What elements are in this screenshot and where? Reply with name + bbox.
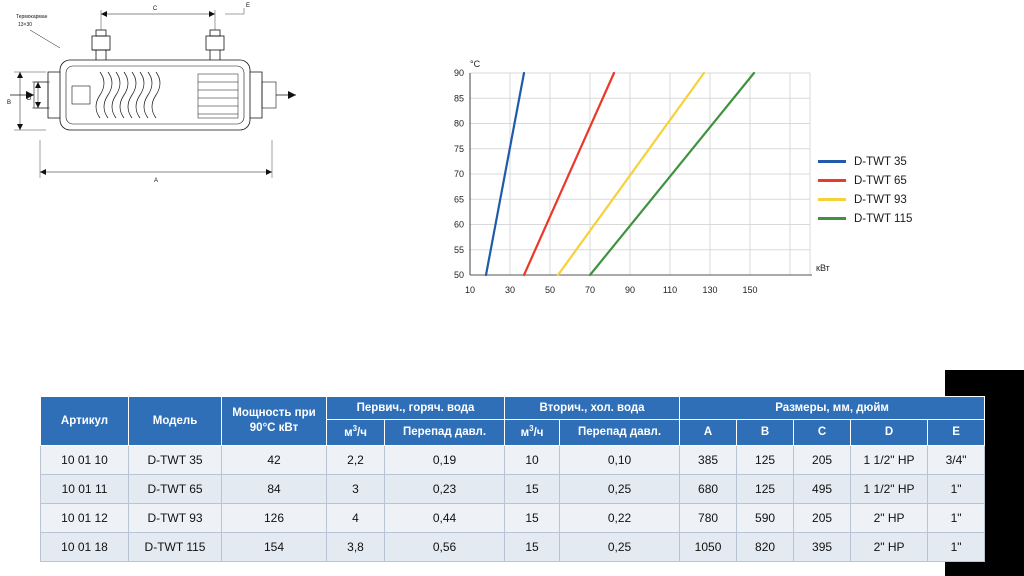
- th-dim-e: E: [928, 420, 985, 445]
- svg-text:70: 70: [453, 169, 464, 179]
- legend-swatch-icon: [818, 179, 846, 182]
- svg-text:80: 80: [453, 118, 464, 129]
- legend-item-d-twt-115: [818, 209, 978, 228]
- cell-dim-e: 1": [928, 474, 985, 503]
- svg-text:50: 50: [544, 285, 556, 295]
- cell-power: 126: [222, 503, 327, 532]
- table-row: [41, 445, 985, 474]
- cell-article: 10 01 11: [41, 474, 129, 503]
- cell-prim-drop: 0,44: [385, 503, 505, 532]
- th-secondary-flow: [505, 420, 560, 445]
- cell-article: 10 01 18: [41, 532, 129, 561]
- th-article: Артикул: [41, 397, 129, 446]
- svg-text:10: 10: [464, 285, 476, 295]
- legend-item-d-twt-93: [818, 190, 978, 209]
- drawing-label-d: D: [27, 96, 32, 102]
- cell-model: D-TWT 93: [129, 503, 222, 532]
- flow-unit-tail: /ч: [357, 427, 367, 440]
- th-primary-flow: [327, 420, 385, 445]
- th-secondary-drop: Перепад давл.: [560, 420, 680, 445]
- cell-article: 10 01 12: [41, 503, 129, 532]
- cell-dim-b: 590: [737, 503, 794, 532]
- cell-dim-a: 1050: [680, 532, 737, 561]
- cell-sec-drop: 0,10: [560, 445, 680, 474]
- th-dim-d: D: [851, 420, 928, 445]
- cell-prim-drop: 0,23: [385, 474, 505, 503]
- cell-sec-drop: 0,22: [560, 503, 680, 532]
- cell-sec-flow: 10: [505, 445, 560, 474]
- svg-text:90: 90: [624, 285, 636, 295]
- technical-drawing: [0, 0, 300, 200]
- specifications-table: [40, 396, 985, 562]
- th-dim-b: B: [737, 420, 794, 445]
- cell-prim-drop: 0,56: [385, 532, 505, 561]
- cell-sec-drop: 0,25: [560, 474, 680, 503]
- th-primary-group: Первич., горяч. вода: [327, 397, 505, 420]
- svg-text:110: 110: [662, 285, 678, 295]
- cell-model: D-TWT 35: [129, 445, 222, 474]
- cell-dim-d: 2" HP: [851, 532, 928, 561]
- cell-model: D-TWT 115: [129, 532, 222, 561]
- legend-swatch-icon: [818, 198, 846, 201]
- svg-text:85: 85: [453, 93, 464, 104]
- legend-swatch-icon: [818, 160, 846, 163]
- chart-legend: [818, 152, 978, 228]
- cell-sec-flow: 15: [505, 532, 560, 561]
- legend-item-d-twt-65: [818, 171, 978, 190]
- svg-text:130: 130: [702, 285, 718, 295]
- cell-dim-b: 820: [737, 532, 794, 561]
- legend-swatch-icon: [818, 217, 846, 220]
- table-row: [41, 503, 985, 532]
- flow-unit-base: м: [520, 427, 530, 440]
- svg-text:150: 150: [742, 285, 758, 295]
- svg-text:30: 30: [504, 285, 516, 295]
- th-dim-a: A: [680, 420, 737, 445]
- cell-dim-e: 1": [928, 532, 985, 561]
- cell-dim-c: 205: [794, 445, 851, 474]
- th-power: Мощность при 90°C кВт: [222, 397, 327, 446]
- legend-label: D-TWT 93: [854, 193, 907, 206]
- svg-text:65: 65: [453, 194, 464, 205]
- flow-unit-base: м: [344, 427, 353, 440]
- cell-sec-flow: 15: [505, 474, 560, 503]
- flow-unit-sup: 3: [529, 424, 534, 434]
- drawing-label-e: E: [246, 3, 251, 9]
- table-row: [41, 532, 985, 561]
- drawing-label-b: B: [7, 100, 12, 106]
- drawing-label-thermowell: Термокарман: [16, 14, 48, 20]
- cell-power: 84: [222, 474, 327, 503]
- cell-dim-a: 680: [680, 474, 737, 503]
- drawing-label-c: C: [152, 6, 158, 12]
- cell-dim-b: 125: [737, 474, 794, 503]
- cell-dim-a: 385: [680, 445, 737, 474]
- th-secondary-group: Вторич., хол. вода: [505, 397, 680, 420]
- specifications-table-wrap: [40, 396, 984, 562]
- cell-sec-flow: 15: [505, 503, 560, 532]
- cell-article: 10 01 10: [41, 445, 129, 474]
- table-header-row-1: [41, 397, 985, 420]
- svg-text:60: 60: [453, 219, 464, 230]
- cell-dim-d: 1 1/2" HP: [851, 445, 928, 474]
- cell-prim-flow: 3,8: [327, 532, 385, 561]
- cell-dim-a: 780: [680, 503, 737, 532]
- table-row: [41, 474, 985, 503]
- cell-power: 154: [222, 532, 327, 561]
- cell-dim-d: 1 1/2" HP: [851, 474, 928, 503]
- cell-dim-e: 1": [928, 503, 985, 532]
- cell-prim-flow: 4: [327, 503, 385, 532]
- th-model: Модель: [129, 397, 222, 446]
- cell-power: 42: [222, 445, 327, 474]
- cell-dim-e: 3/4": [928, 445, 985, 474]
- flow-unit-sup: 3: [352, 424, 358, 434]
- cell-dim-c: 205: [794, 503, 851, 532]
- th-dim-c: C: [794, 420, 851, 445]
- legend-item-d-twt-35: [818, 152, 978, 171]
- th-dimensions-group: Размеры, мм, дюйм: [680, 397, 985, 420]
- legend-label: D-TWT 115: [854, 212, 913, 225]
- th-primary-drop: Перепад давл.: [385, 420, 505, 445]
- drawing-label-thermowell-size: 13×30: [18, 22, 33, 28]
- cell-prim-flow: 3: [327, 474, 385, 503]
- svg-text:75: 75: [453, 143, 464, 154]
- cell-dim-c: 395: [794, 532, 851, 561]
- flow-unit-tail: /ч: [533, 427, 544, 440]
- chart-ylabel: °C: [470, 59, 481, 69]
- cell-dim-b: 125: [737, 445, 794, 474]
- svg-text:90: 90: [453, 68, 464, 78]
- svg-text:70: 70: [584, 285, 596, 295]
- legend-label: D-TWT 35: [854, 155, 907, 168]
- legend-label: D-TWT 65: [854, 174, 907, 187]
- cell-prim-flow: 2,2: [327, 445, 385, 474]
- cell-prim-drop: 0,19: [385, 445, 505, 474]
- cell-sec-drop: 0,25: [560, 532, 680, 561]
- svg-text:50: 50: [453, 270, 464, 280]
- drawing-label-a: A: [153, 178, 159, 184]
- performance-chart: [420, 55, 840, 305]
- cell-model: D-TWT 65: [129, 474, 222, 503]
- chart-xlabel: кВт: [816, 263, 830, 273]
- cell-dim-d: 2" HP: [851, 503, 928, 532]
- cell-dim-c: 495: [794, 474, 851, 503]
- svg-text:55: 55: [453, 244, 464, 255]
